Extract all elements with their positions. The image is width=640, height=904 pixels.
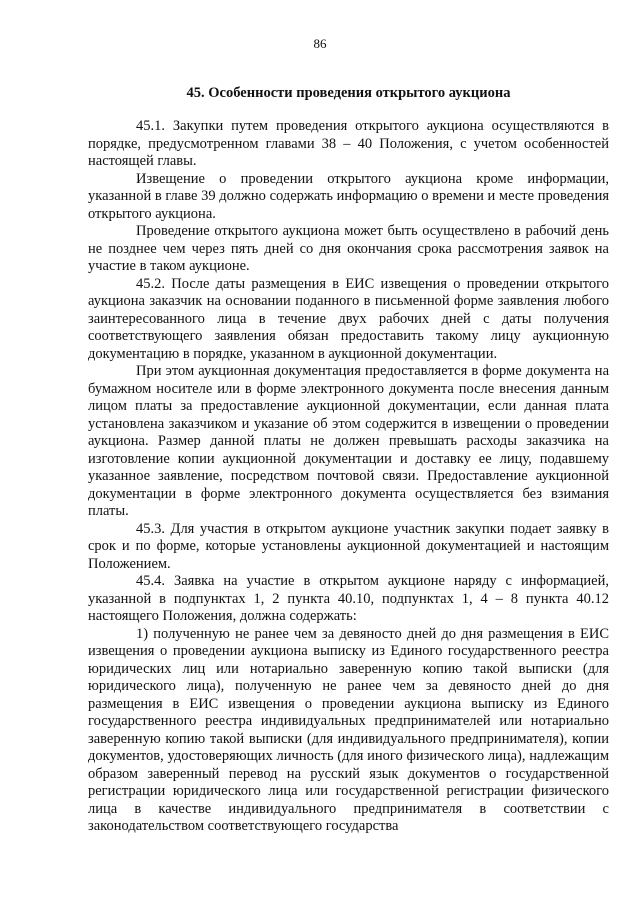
paragraph-45-3: 45.3. Для участия в открытом аукционе участник закупки подает заявку в срок и по форме, которые установлены аукционной документацией и настоящим Положением. <box>88 520 609 572</box>
paragraph-notice-content: Извещение о проведении открытого аукциона кроме информации, указанной в главе 39 должно содержать информацию о времени и месте проведения открытого аукциона. <box>88 170 609 222</box>
paragraph-45-4: 45.4. Заявка на участие в открытом аукционе наряду с информацией, указанной в подпунктах 1, 2 пункта 40.10, подпунктах 1, 4 – 8 пункта 40.12 настоящего Положения, должна содержать: <box>88 573 609 624</box>
paragraph-item-1: 1) полученную не ранее чем за девяносто дней до дня размещения в ЕИС извещения о проведении аукциона выписку из Единого государственного реестра юридических лиц или нотариально заверенную копию такой выписки (для юридического лица), полученную не ранее чем за девяносто дней до дня размещения в ЕИС извещения о проведении аукциона выписку из Единого государственного реестра индивидуальных предпринимателей или нотариально заверенную копию такой выписки (для индивидуального предпринимателя), копии документов, удостоверяющих личность (для иного физического лица), надлежащим образом заверенный перевод на русский язык документов о государственной регистрации юридического лица или государственной регистрации физического лица в качестве индивидуального предпринимателя в соответствии с законодательством соответствующего государства <box>88 625 609 834</box>
section-heading: 45. Особенности проведения открытого аукциона <box>186 85 511 101</box>
page-content <box>88 84 609 836</box>
paragraph-auction-timing: Проведение открытого аукциона может быть осуществлено в рабочий день не позднее чем через пять дней со дня окончания срока рассмотрения заявок на участие в таком аукционе. <box>88 223 609 274</box>
page-number: 86 <box>313 36 327 51</box>
paragraph-45-2: 45.2. После даты размещения в ЕИС извещения о проведении открытого аукциона заказчик на основании поданного в письменной форме заявления любого заинтересованного лица в течение двух рабочих дней с даты получения соответствующего заявления обязан предоставить такому лицу аукционную документацию в порядке, указанном в аукционной документации. <box>88 275 609 362</box>
paragraph-45-1: 45.1. Закупки путем проведения открытого аукциона осуществляются в порядке, предусмотренном главами 38 – 40 Положения, с учетом особенностей настоящей главы. <box>88 118 609 169</box>
paragraph-documentation-fee: При этом аукционная документация предоставляется в форме документа на бумажном носителе или в форме электронного документа после внесения данным лицом платы за предоставление аукционной документации, если данная плата установлена заказчиком и указание об этом содержится в извещении о проведении аукциона. Размер данной платы не должен превышать расходы заказчика на изготовление копии аукционной документации и доставку ее лицу, подавшему указанное заявление, посредством почтовой связи. Предоставление аукционной документации в форме электронного документа осуществляется без взимания платы. <box>88 363 609 519</box>
